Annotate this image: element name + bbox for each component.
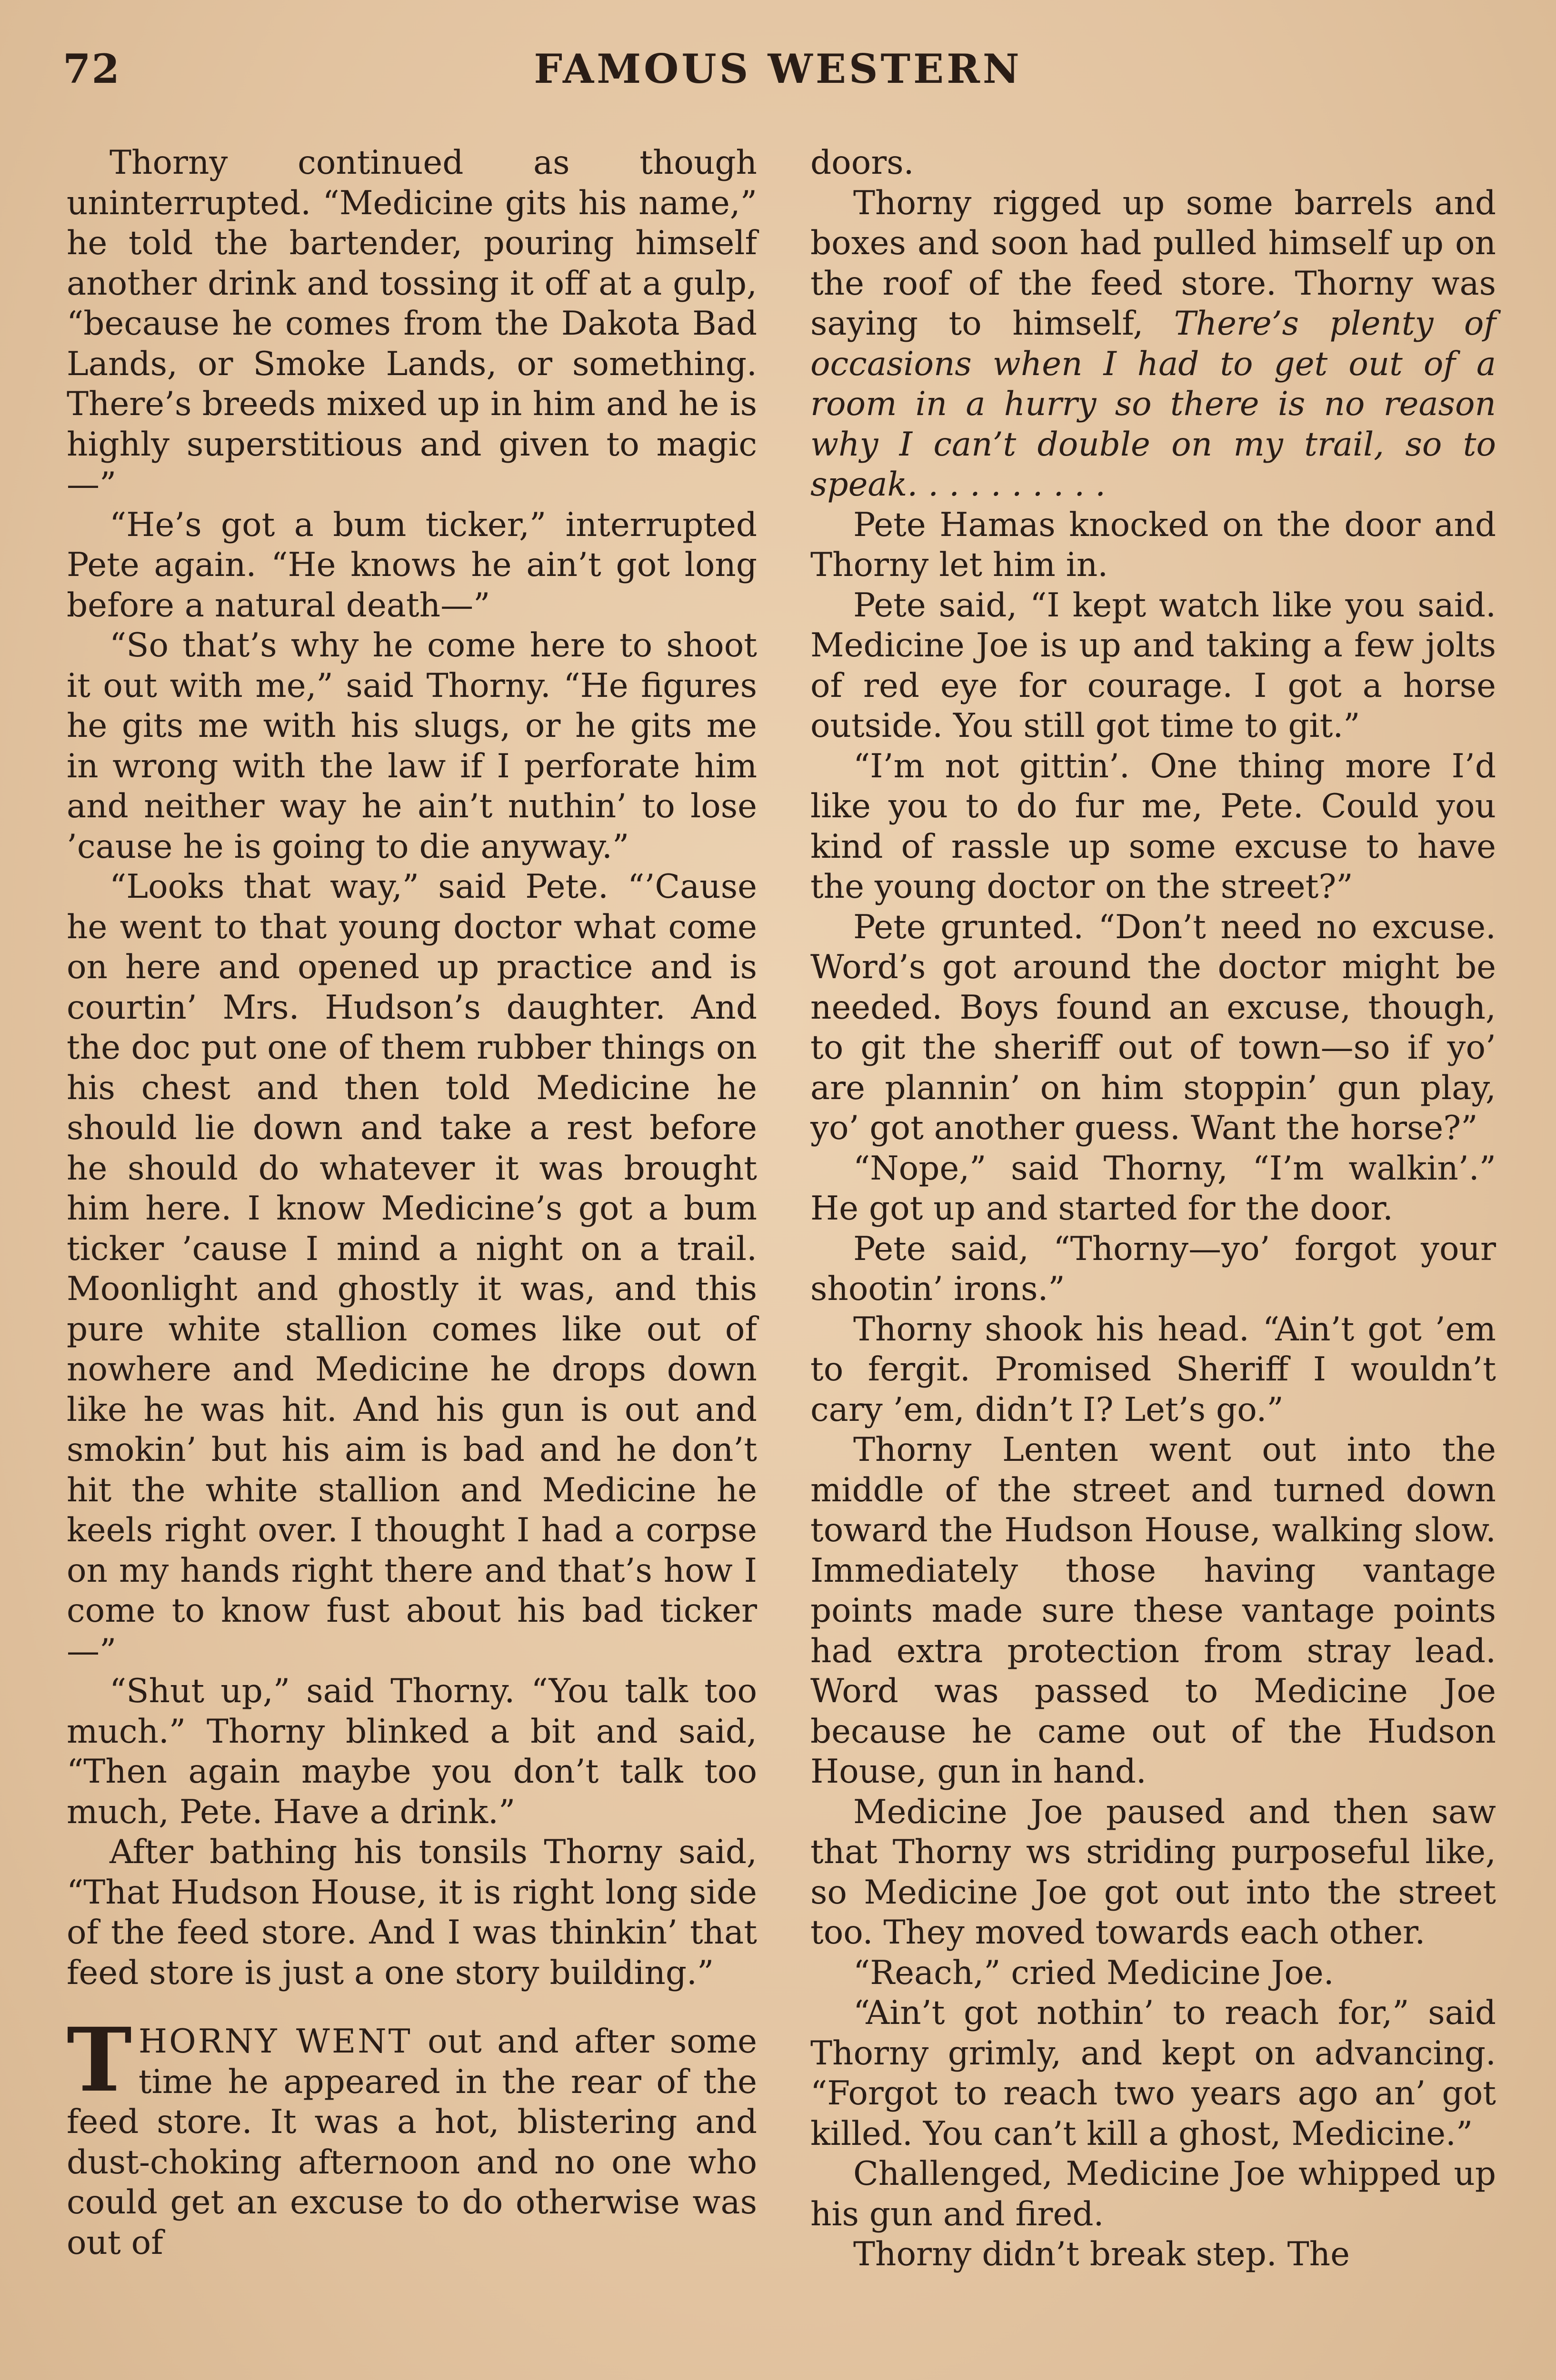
paragraph: Thorny didn’t break step. The [853,2235,1350,2273]
paragraph: “He’s got a bum ticker,” interrupted Pete again. “He knows he ain’t got long before a natural death—” [67,506,757,625]
paragraph: Pete said, “I kept watch like you said. Medicine Joe is up and taking a few jolts of red eye for courage. I got a horse outside. You still got time to git.” [810,586,1496,745]
section-lead: HORNY WENT [138,2023,412,2061]
paragraph-continuation: doors. [810,144,914,182]
paragraph: Challenged, Medicine Joe whipped up his gun and fired. [810,2155,1496,2233]
magazine-title: FAMOUS WESTERN [534,45,1022,92]
paragraph: Thorny continued as though uninterrupted. “Medicine gits his name,” he told the bartender, pouring himself another drink and tossing it off at a gulp, “because he comes from the Dakota Bad Lands, or Smoke Lands, or something. There’s breeds mixed up in him and he is highly superstitious and given to magic—” [67,144,757,504]
paragraph: “Ain’t got nothin’ to reach for,” said Thorny grimly, and kept on advancing. “Forgot to reach two years ago an’ got killed. You can’t kill a ghost, Medicine.” [810,1994,1496,2153]
thought-text: There’s plenty of occasions when I had to get out of a room in a hurry so there is no reason why I can’t double on my trail, so to speak. . . . . . . . . . [810,305,1496,504]
paragraph: “Looks that way,” said Pete. “’Cause he went to that young doctor what come on here and opened up practice and is courtin’ Mrs. Hudson’s daughter. And the doc put one of them rubber things on his chest and then told Medicine he should lie down and take a rest before he should do whatever it was brought him here. I know Medicine’s got a bum ticker ’cause I mind a night on a trail. Moonlight and ghostly it was, and this pure white stallion comes like out of nowhere and Medicine he drops down like he was hit. And his gun is out and smokin’ but his aim is bad and he don’t hit the white stallion and Medicine he keels right over. I thought I had a corpse on my hands right there and that’s how I come to know fust about his bad ticker—” [67,868,757,1670]
paragraph [810,183,1496,505]
paragraph: Thorny Lenten went out into the middle of the street and turned down toward the Hudson House, walking slow. Immediately those having vantage points made sure these vantage points had extra protection from stray lead. Word was passed to Medicine Joe because he came out of the Hudson House, gun in hand. [810,1431,1496,1791]
paragraph-text: Thorny rigged up some barrels and boxes and soon had pulled himself up on the roof of the feed store. Thorny was saying to himself, [810,184,1496,343]
paragraph: Pete grunted. “Don’t need no excuse. Word’s got around the doctor might be needed. Boys found an excuse, though, to git the sheriff out of town—so if yo’ are plannin’ on him stoppin’ gun play, yo’ got another guess. Want the horse?” [810,908,1496,1147]
paragraph: “Nope,” said Thorny, “I’m walkin’.” He got up and started for the door. [810,1149,1496,1228]
paragraph: Medicine Joe paused and then saw that Thorny ws striding purposeful like, so Medicine Joe got out into the street too. They moved towards each other. [810,1793,1496,1952]
paragraph: “Shut up,” said Thorny. “You talk too much.” Thorny blinked a bit and said, “Then again maybe you don’t talk too much, Pete. Have a drink.” [67,1672,757,1831]
paragraph: Pete Hamas knocked on the door and Thorny let him in. [810,506,1496,584]
drop-cap: T [67,2009,132,2112]
paragraph: “So that’s why he come here to shoot it out with me,” said Thorny. “He figures he gits me with his slugs, or he gits me in wrong with the law if I perforate him and neither way he ain’t nuthin’ to lose ’cause he is going to die anyway.” [67,626,757,866]
left-column [67,143,757,2263]
paragraph: After bathing his tonsils Thorny said, “That Hudson House, it is right long side of the feed store. And I was thinkin’ that feed store is just a one story building.” [67,1833,757,1992]
paragraph: “Reach,” cried Medicine Joe. [853,1954,1334,1992]
section-start-paragraph [67,2009,757,2263]
right-column [810,143,1496,2275]
paragraph: Pete said, “Thorny—yo’ forgot your shootin’ irons.” [810,1230,1496,1308]
page-header [0,45,1556,102]
paragraph: “I’m not gittin’. One thing more I’d like you to do fur me, Pete. Could you kind of rassle up some excuse to have the young doctor on the street?” [810,747,1496,906]
paragraph: Thorny shook his head. “Ain’t got ’em to fergit. Promised Sheriff I wouldn’t cary ’em, didn’t I? Let’s go.” [810,1310,1496,1429]
page-number: 72 [63,45,120,92]
section-text: out and after some time he appeared in the rear of the feed store. It was a hot, blistering and dust-choking afternoon and no one who could get an excuse to do otherwise was out of [67,2023,757,2262]
